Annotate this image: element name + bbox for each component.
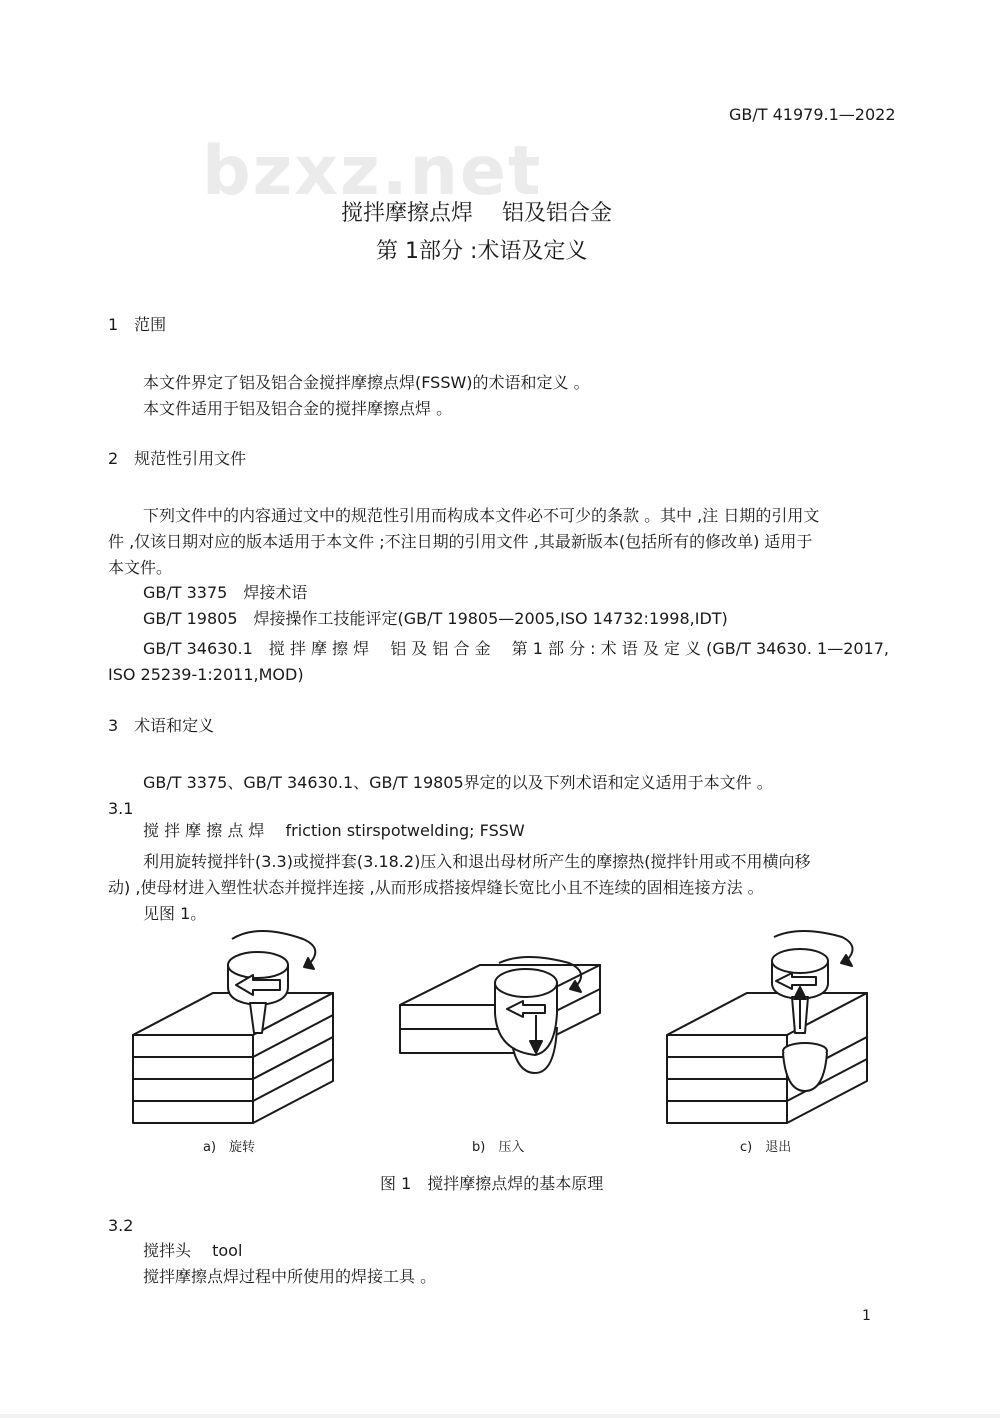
term-3-1-definition-line-1: 利用旋转搅拌针(3.3)或搅拌套(3.18.2)压入和退出母材所产生的摩擦热(搅拌针用或不用横向移 bbox=[143, 852, 811, 871]
reference-gbt-34630-line-1: GB/T 34630.1 搅 拌 摩 擦 焊 铝 及 铝 合 金 第 1 部 分 : 术 语 及 定 义 (GB/T 34630. 1—2017, bbox=[143, 639, 890, 658]
figure-1c-retract-diagram bbox=[662, 925, 874, 1135]
page-bottom-edge bbox=[0, 1414, 1000, 1418]
section-2-intro-line-1: 下列文件中的内容通过文中的规范性引用而构成本文件必不可少的条款 。其中 ,注 日期的引用文 bbox=[143, 506, 820, 525]
section-3-intro: GB/T 3375、GB/T 34630.1、GB/T 19805界定的以及下列术语和定义适用于本文件 。 bbox=[143, 773, 773, 792]
term-3-1-name: 搅 拌 摩 擦 点 焊 friction stirspotwelding; FSSW bbox=[143, 821, 525, 840]
term-3-1-see-figure: 见图 1。 bbox=[143, 904, 207, 923]
reference-gbt-19805: GB/T 19805 焊接操作工技能评定(GB/T 19805—2005,ISO 14732:1998,IDT) bbox=[143, 609, 728, 628]
section-1-heading: 1 范围 bbox=[108, 315, 167, 334]
term-3-2-definition: 搅拌摩擦点焊过程中所使用的焊接工具 。 bbox=[143, 1267, 437, 1286]
reference-gbt-34630-line-2: ISO 25239-1:2011,MOD) bbox=[108, 665, 304, 684]
figure-1a-rotate-diagram bbox=[128, 925, 338, 1135]
title-line-2: 第 1部分 :术语及定义 bbox=[376, 239, 588, 264]
section-2-intro-line-2: 件 ,仅该日期对应的版本适用于本文件 ;不注日期的引用文件 ,其最新版本(包括所有的修改单) 适用于 bbox=[108, 532, 813, 551]
section-3-heading: 3 术语和定义 bbox=[108, 716, 215, 735]
section-1-para-1: 本文件界定了铝及铝合金搅拌摩擦点焊(FSSW)的术语和定义 。 bbox=[143, 373, 590, 392]
figure-1b-label: b) 压入 bbox=[472, 1140, 525, 1155]
term-3-1-number: 3.1 bbox=[108, 799, 134, 818]
term-3-2-number: 3.2 bbox=[108, 1216, 134, 1235]
standard-number: GB/T 41979.1—2022 bbox=[729, 105, 896, 124]
page-number: 1 bbox=[862, 1308, 871, 1324]
term-3-2-name: 搅拌头 tool bbox=[143, 1241, 243, 1260]
section-2-intro-line-3: 本文件。 bbox=[108, 558, 173, 577]
figure-1c-label: c) 退出 bbox=[740, 1140, 792, 1155]
title-line-1: 搅拌摩擦点焊 铝及铝合金 bbox=[341, 201, 612, 226]
section-2-heading: 2 规范性引用文件 bbox=[108, 449, 247, 468]
term-3-1-definition-line-2: 动) ,使母材进入塑性状态并搅拌连接 ,从而形成搭接焊缝长宽比小且不连续的固相连接方法 。 bbox=[108, 878, 764, 897]
reference-gbt-3375: GB/T 3375 焊接术语 bbox=[143, 583, 308, 602]
figure-1-caption: 图 1 搅拌摩擦点焊的基本原理 bbox=[380, 1174, 604, 1193]
watermark: bzxz.net bbox=[202, 132, 543, 211]
section-1-para-2: 本文件适用于铝及铝合金的搅拌摩擦点焊 。 bbox=[143, 399, 453, 418]
figure-1b-plunge-diagram bbox=[395, 955, 607, 1135]
figure-1a-label: a) 旋转 bbox=[203, 1140, 256, 1155]
